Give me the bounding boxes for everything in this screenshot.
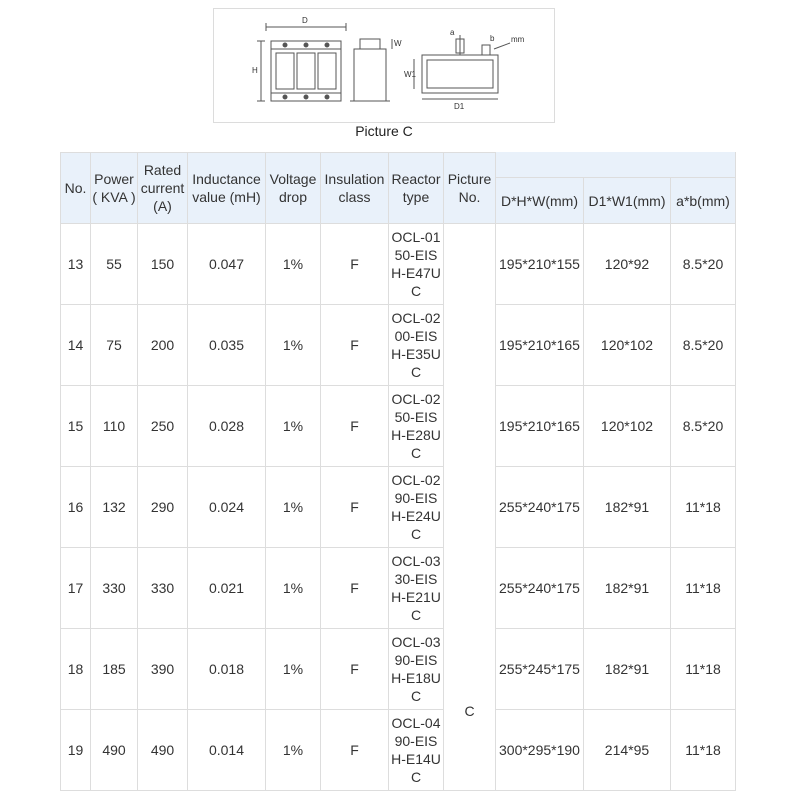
cell-inductance: 0.028 — [188, 386, 266, 467]
cell-inductance: 0.035 — [188, 305, 266, 386]
cell-picture-no: C — [444, 224, 496, 791]
cell-current: 290 — [138, 467, 188, 548]
cell-ab: 11*18 — [671, 548, 736, 629]
cell-ab: 11*18 — [671, 467, 736, 548]
cell-current: 200 — [138, 305, 188, 386]
cell-d1w1: 214*95 — [584, 710, 671, 791]
cell-d1w1: 120*102 — [584, 305, 671, 386]
cell-inductance: 0.021 — [188, 548, 266, 629]
cell-current: 150 — [138, 224, 188, 305]
cell-inductance: 0.018 — [188, 629, 266, 710]
cell-no: 14 — [61, 305, 91, 386]
cell-insulation: F — [321, 629, 389, 710]
header-picture-no: Picture No. — [444, 153, 496, 224]
cell-ab: 11*18 — [671, 710, 736, 791]
cell-ab: 8.5*20 — [671, 224, 736, 305]
table-row — [61, 467, 736, 548]
cell-d1w1: 120*92 — [584, 224, 671, 305]
cell-power: 185 — [91, 629, 138, 710]
cell-d1w1: 182*91 — [584, 629, 671, 710]
cell-drop: 1% — [266, 224, 321, 305]
cell-ab: 8.5*20 — [671, 305, 736, 386]
table-body — [61, 224, 736, 791]
cell-no: 17 — [61, 548, 91, 629]
header-inductance: Inductance value (mH) — [188, 153, 266, 224]
cell-insulation: F — [321, 305, 389, 386]
cell-dhw: 195*210*155 — [496, 224, 584, 305]
dim-label-d: D — [302, 16, 308, 25]
cell-drop: 1% — [266, 548, 321, 629]
cell-ab: 8.5*20 — [671, 386, 736, 467]
cell-type: OCL-0330-EISH-E21UC — [389, 548, 444, 629]
cell-no: 15 — [61, 386, 91, 467]
cell-power: 55 — [91, 224, 138, 305]
header-insulation-class: Insulation class — [321, 153, 389, 224]
cell-type: OCL-0390-EISH-E18UC — [389, 629, 444, 710]
cell-no: 13 — [61, 224, 91, 305]
reactor-dimension-drawing — [213, 8, 555, 123]
dim-label-w1: W1 — [404, 70, 416, 79]
dim-label-d1: D1 — [454, 102, 465, 111]
cell-dhw: 255*240*175 — [496, 467, 584, 548]
table-row — [61, 710, 736, 791]
cell-current: 490 — [138, 710, 188, 791]
cell-drop: 1% — [266, 629, 321, 710]
table-row — [61, 224, 736, 305]
header-voltage-drop: Voltage drop — [266, 153, 321, 224]
cell-insulation: F — [321, 224, 389, 305]
cell-no: 16 — [61, 467, 91, 548]
picture-caption: Picture C — [355, 123, 413, 139]
header-no: No. — [61, 153, 91, 224]
cell-ab: 11*18 — [671, 629, 736, 710]
cell-insulation: F — [321, 548, 389, 629]
cell-power: 330 — [91, 548, 138, 629]
dim-label-w: W — [394, 39, 402, 48]
reactor-drawing-svg — [214, 9, 554, 122]
dim-label-b: b — [490, 34, 495, 43]
cell-drop: 1% — [266, 386, 321, 467]
dim-label-mm: mm — [511, 35, 525, 44]
cell-power: 75 — [91, 305, 138, 386]
cell-type: OCL-0490-EISH-E14UC — [389, 710, 444, 791]
dim-label-h: H — [252, 66, 258, 75]
cell-dhw: 195*210*165 — [496, 386, 584, 467]
table-row — [61, 548, 736, 629]
cell-drop: 1% — [266, 710, 321, 791]
reactor-spec-table — [60, 152, 736, 791]
cell-type: OCL-0150-EISH-E47UC — [389, 224, 444, 305]
cell-insulation: F — [321, 710, 389, 791]
table-row — [61, 305, 736, 386]
cell-d1w1: 182*91 — [584, 548, 671, 629]
cell-power: 132 — [91, 467, 138, 548]
header-d1w1: D1*W1(mm) — [584, 178, 671, 224]
cell-type: OCL-0200-EISH-E35UC — [389, 305, 444, 386]
cell-dhw: 255*240*175 — [496, 548, 584, 629]
cell-no: 19 — [61, 710, 91, 791]
cell-inductance: 0.014 — [188, 710, 266, 791]
cell-dhw: 300*295*190 — [496, 710, 584, 791]
cell-current: 390 — [138, 629, 188, 710]
cell-insulation: F — [321, 386, 389, 467]
header-dimensions-group — [496, 153, 736, 178]
table-row — [61, 629, 736, 710]
header-rated-current: Rated current (A) — [138, 153, 188, 224]
cell-d1w1: 120*102 — [584, 386, 671, 467]
cell-dhw: 255*245*175 — [496, 629, 584, 710]
header-reactor-type: Reactor type — [389, 153, 444, 224]
cell-d1w1: 182*91 — [584, 467, 671, 548]
cell-no: 18 — [61, 629, 91, 710]
cell-drop: 1% — [266, 305, 321, 386]
cell-type: OCL-0250-EISH-E28UC — [389, 386, 444, 467]
table-row — [61, 386, 736, 467]
dim-label-a: a — [450, 28, 455, 37]
header-ab: a*b(mm) — [671, 178, 736, 224]
cell-insulation: F — [321, 467, 389, 548]
cell-current: 250 — [138, 386, 188, 467]
cell-dhw: 195*210*165 — [496, 305, 584, 386]
cell-current: 330 — [138, 548, 188, 629]
cell-power: 490 — [91, 710, 138, 791]
cell-inductance: 0.024 — [188, 467, 266, 548]
cell-inductance: 0.047 — [188, 224, 266, 305]
cell-drop: 1% — [266, 467, 321, 548]
header-power: Power ( KVA ) — [91, 153, 138, 224]
cell-power: 110 — [91, 386, 138, 467]
cell-type: OCL-0290-EISH-E24UC — [389, 467, 444, 548]
header-dhw: D*H*W(mm) — [496, 178, 584, 224]
